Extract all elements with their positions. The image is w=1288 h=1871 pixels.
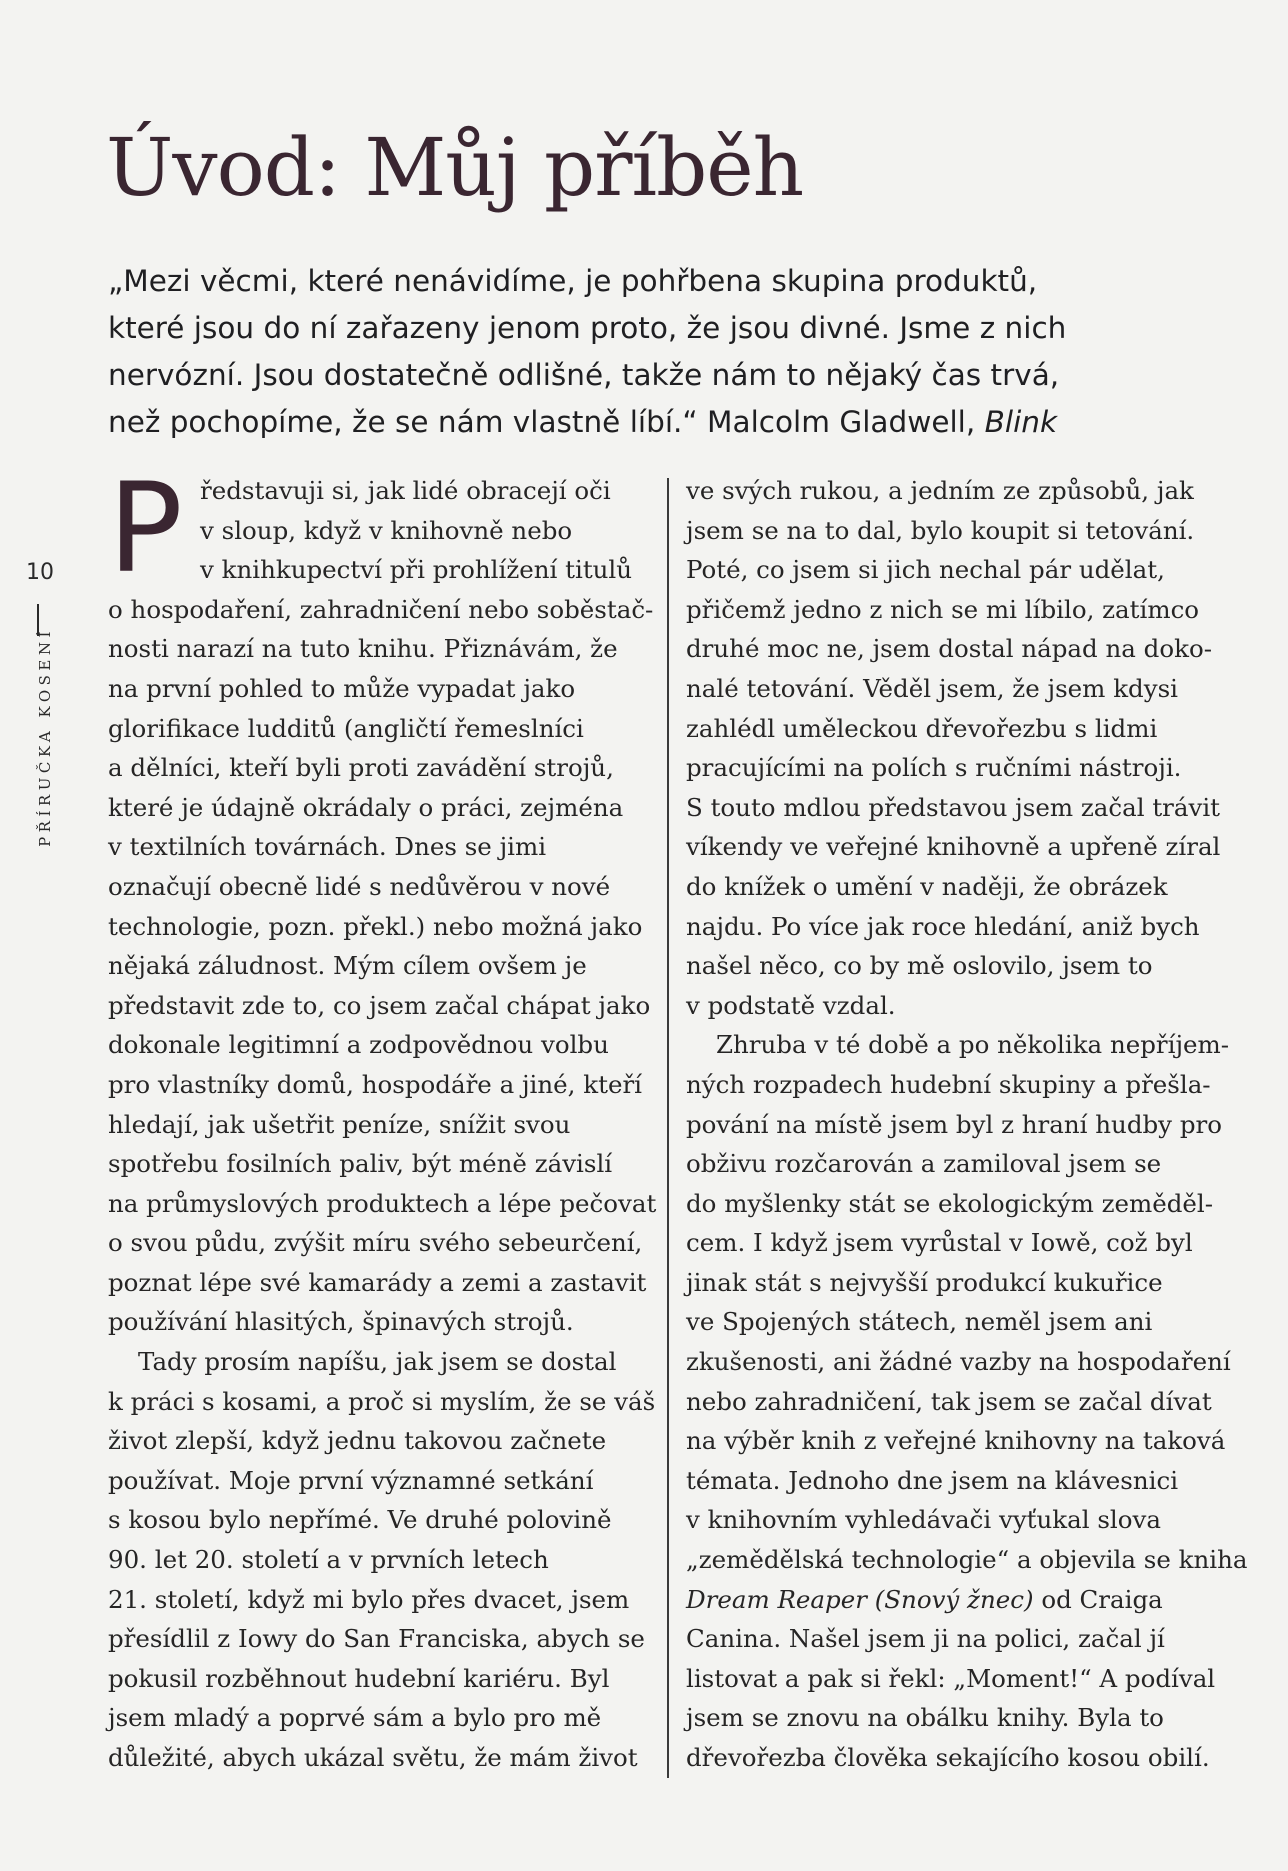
text-line: najdu. Po více jak roce hledání, aniž bych [686,911,1200,941]
text-line: Zhruba v té době a po několika nepříjem- [716,1030,1230,1060]
text-line: ve Spojených státech, neměl jsem ani [686,1307,1153,1337]
text-line: v knihkupectví při prohlížení titulů [200,555,633,585]
text-line: přičemž jedno z nich se mi líbilo, zatímco [686,594,1200,624]
text-line: označují obecně lidé s nedůvěrou v nové [108,871,611,901]
text-line: listovat a pak si řekl: „Moment!“ A podíval [686,1663,1216,1693]
text-line: do myšlenky stát se ekologickým zeměděl- [686,1188,1214,1218]
text-line: 90. let 20. století a v prvních letech [108,1545,549,1575]
text-line: představit zde to, co jsem začal chápat jako [108,990,651,1020]
epigraph-line: nervózní. Jsou dostatečně odlišné, takže nám to nějaký čas trvá, [108,358,1060,392]
body-column-left [108,471,657,1778]
text-line: nějaká záludnost. Mým cílem ovšem je [108,951,587,981]
text-line: cem. I když jsem vyrůstal v Iowě, což byl [686,1228,1193,1258]
text-line: dokonale legitimní a zodpovědnou volbu [108,1030,609,1060]
text-line: pro vlastníky domů, hospodáře a jiné, kteří [108,1069,642,1099]
book-reference-after: od Craiga [1033,1584,1163,1614]
text-line: ředstavuji si, jak lidé obracejí oči [200,476,611,505]
text-line: a dělníci, kteří byli proti zavádění strojů, [108,753,614,783]
text-line: které je údajně okrádaly o práci, zejména [108,792,624,822]
text-line: Canina. Našel jsem ji na polici, začal jí [686,1624,1165,1654]
text-line: Tady prosím napíšu, jak jsem se dostal [138,1347,617,1377]
text-line: v knihovním vyhledávači vyťukal slova [686,1505,1161,1535]
text-line: spotřebu fosilních paliv, být méně závislí [108,1149,613,1179]
text-line: ve svých rukou, a jedním ze způsobů, jak [686,476,1194,505]
text-line: ných rozpadech hudební skupiny a přešla- [686,1069,1211,1099]
text-line: hledají, jak ušetřit peníze, snížit svou [108,1109,571,1139]
text-line: témata. Jednoho dne jsem na klávesnici [686,1465,1179,1495]
text-line: jsem se znovu na obálku knihy. Byla to [686,1703,1164,1733]
text-line: poznat lépe své kamarády a zemi a zastavit [108,1267,647,1297]
text-line: do knížek o umění v naději, že obrázek [686,871,1168,901]
page-title: Úvod: Můj příběh [106,121,804,214]
text-line: přesídlil z Iowy do San Franciska, abych se [108,1624,645,1654]
text-line: S touto mdlou představou jsem začal trávit [686,792,1220,822]
text-line: důležité, abych ukázal světu, že mám život [108,1743,638,1772]
text-line: nebo zahradničení, tak jsem se začal dívat [686,1386,1212,1416]
text-line: druhé moc ne, jsem dostal nápad na doko- [686,634,1212,664]
text-line: jinak stát s nejvyšší produkcí kukuřice [686,1267,1163,1297]
text-line: zahlédl uměleckou dřevořezbu s lidmi [686,713,1158,743]
text-line: používat. Moje první významné setkání [108,1465,594,1495]
text-line: k práci s kosami, a proč si myslím, že se váš [108,1386,656,1416]
text-line: našel něco, co by mě oslovilo, jsem to [686,951,1153,981]
text-line [686,1580,1231,1620]
text-line: pokusil rozběhnout hudební kariéru. Byl [108,1663,610,1693]
text-line: na první pohled to může vypadat jako [108,673,576,703]
text-line: jsem se na to dal, bylo koupit si tetování. [686,515,1195,545]
text-line: zkušenosti, ani žádné vazby na hospodaření [686,1347,1231,1377]
text-line: nosti narazí na tuto knihu. Přiznávám, že [108,634,618,664]
text-line: v podstatě vzdal. [686,990,896,1020]
column-divider [667,478,669,1778]
text-line: na průmyslových produktech a lépe pečovat [108,1188,657,1218]
drop-cap: P [108,457,183,601]
epigraph-line: „Mezi věcmi, které nenávidíme, je pohřbena skupina produktů, [108,264,1038,298]
epigraph-line [108,399,1218,446]
page-number: 10 [26,560,54,585]
text-line: pracujícími na polích s ručními nástroji. [686,753,1182,783]
text-line: s kosou bylo nepřímé. Ve druhé polovině [108,1505,612,1535]
text-line: na výběr knih z veřejné knihovny na taková [686,1426,1226,1456]
epigraph-line: které jsou do ní zařazeny jenom proto, že jsou divné. Jsme z nich [108,311,1067,345]
text-line: v sloup, když v knihovně nebo [200,515,573,545]
text-line: obživu rozčarován a zamiloval jsem se [686,1149,1162,1179]
text-line: v textilních továrnách. Dnes se jimi [108,832,547,862]
text-line: víkendy ve veřejné knihovně a upřeně zíral [686,832,1221,862]
text-line: o hospodaření, zahradničení nebo soběstač- [108,594,654,624]
text-line: technologie, pozn. překl.) nebo možná jako [108,911,643,941]
text-line: pování na místě jsem byl z hraní hudby pro [686,1109,1222,1139]
text-line: „zemědělská technologie“ a objevila se kniha [686,1545,1248,1575]
text-line: glorifikace ludditů (angličtí řemeslníci [108,713,584,743]
text-line: používání hlasitých, špinavých strojů. [108,1307,574,1337]
text-line: nalé tetování. Věděl jsem, že jsem kdysi [686,673,1178,703]
book-reference: Dream Reaper (Snový žnec) [686,1584,1034,1614]
text-line: o svou půdu, zvýšit míru svého sebeurčení, [108,1228,643,1258]
running-head: PŘÍRUČKA KOSENÍ [36,627,54,847]
body-column-right [686,471,1248,1778]
text-line: 21. století, když mi bylo přes dvacet, jsem [108,1584,630,1614]
epigraph-book-title: Blink [984,405,1058,439]
text-line: život zlepší, když jednu takovou začnete [108,1426,607,1456]
epigraph-line-text: než pochopíme, že se nám vlastně líbí.“ Malcolm Gladwell, [108,405,985,439]
text-line: jsem mladý a poprvé sám a bylo pro mě [108,1703,602,1733]
text-line: Poté, co jsem si jich nechal pár udělat, [686,555,1165,585]
text-line: dřevořezba člověka sekajícího kosou obilí. [686,1743,1210,1772]
page-sidebar [22,560,62,920]
epigraph-quote [108,258,1218,446]
